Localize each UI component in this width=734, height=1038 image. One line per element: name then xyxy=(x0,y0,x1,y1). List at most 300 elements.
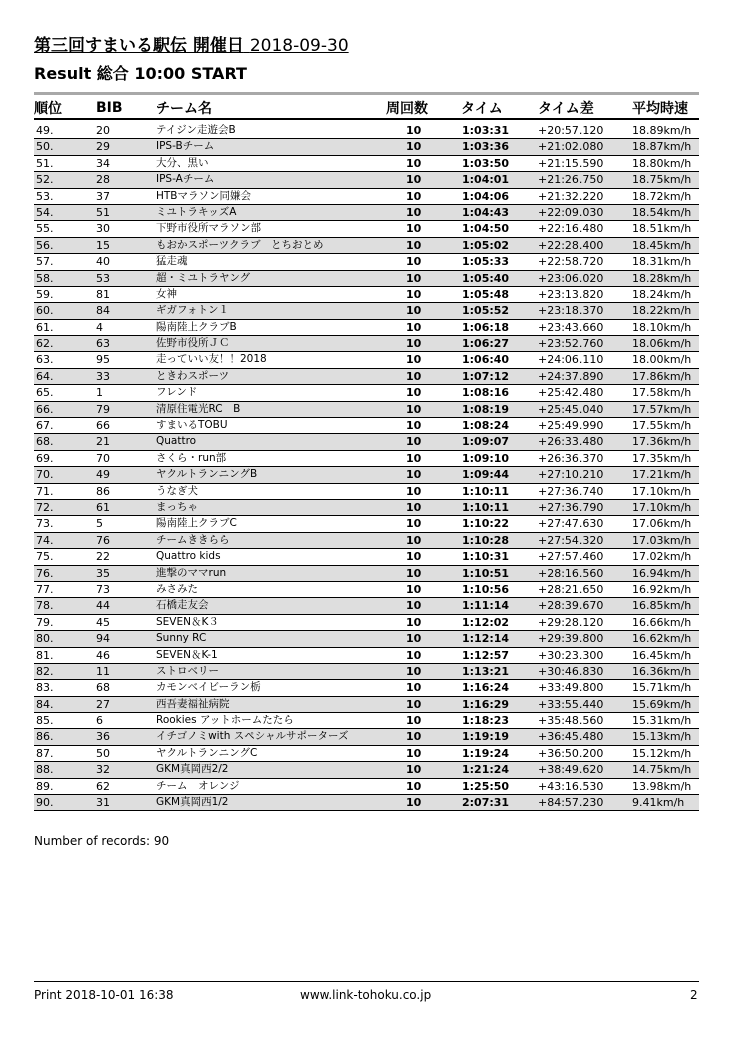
cell-team: HTBマラソン同嫌会 xyxy=(156,189,252,202)
cell-rank: 85. xyxy=(36,714,54,728)
cell-diff: +21:15.590 xyxy=(538,156,604,170)
cell-bib: 22 xyxy=(96,550,110,564)
cell-speed: 16.92km/h xyxy=(632,582,692,596)
cell-diff: +29:39.800 xyxy=(538,632,604,646)
col-team: チーム名 xyxy=(156,101,212,117)
cell-bib: 29 xyxy=(96,140,110,154)
cell-bib: 95 xyxy=(96,353,110,367)
cell-laps: 10 xyxy=(406,369,422,383)
cell-bib: 27 xyxy=(96,697,110,711)
cell-team: IPS-Aチーム xyxy=(156,173,215,186)
cell-diff: +33:49.800 xyxy=(538,681,604,695)
cell-diff: +24:37.890 xyxy=(538,369,604,383)
cell-rank: 69. xyxy=(36,451,54,465)
cell-diff: +84:57.230 xyxy=(538,796,604,810)
cell-laps: 10 xyxy=(406,402,422,416)
table-row xyxy=(34,254,699,270)
cell-rank: 74. xyxy=(36,533,54,547)
cell-speed: 18.45km/h xyxy=(632,238,692,252)
cell-time: 1:10:11 xyxy=(462,484,510,498)
cell-time: 1:25:50 xyxy=(462,779,510,793)
footer-rule xyxy=(34,981,699,982)
cell-time: 1:10:22 xyxy=(462,517,510,531)
event-date: 2018-09-30 xyxy=(249,36,349,56)
cell-bib: 4 xyxy=(96,320,103,334)
cell-diff: +38:49.620 xyxy=(538,763,604,777)
cell-rank: 70. xyxy=(36,468,54,482)
cell-diff: +25:49.990 xyxy=(538,419,604,433)
cell-time: 1:09:07 xyxy=(462,435,510,449)
cell-rank: 65. xyxy=(36,386,54,400)
cell-bib: 5 xyxy=(96,517,103,531)
cell-speed: 18.22km/h xyxy=(632,304,692,318)
cell-diff: +36:45.480 xyxy=(538,730,604,744)
cell-diff: +30:23.300 xyxy=(538,648,604,662)
cell-laps: 10 xyxy=(406,615,422,629)
cell-team: 猛走魂 xyxy=(156,255,188,268)
cell-laps: 10 xyxy=(406,550,422,564)
cell-time: 1:21:24 xyxy=(462,763,510,777)
cell-team: Rookies アットホームたたら xyxy=(156,714,294,727)
table-row xyxy=(34,533,699,549)
cell-time: 1:19:19 xyxy=(462,730,510,744)
cell-time: 1:13:21 xyxy=(462,664,510,678)
cell-speed: 18.24km/h xyxy=(632,287,692,301)
cell-team: ヤクルトランニングC xyxy=(156,746,258,759)
col-laps: 周回数 xyxy=(386,101,428,117)
cell-team: チームききらら xyxy=(156,533,230,546)
cell-time: 1:04:06 xyxy=(462,189,510,203)
cell-laps: 10 xyxy=(406,730,422,744)
cell-time: 1:10:56 xyxy=(462,582,510,596)
col-bib: BIB xyxy=(96,100,123,116)
cell-diff: +30:46.830 xyxy=(538,664,604,678)
cell-bib: 34 xyxy=(96,156,110,170)
cell-time: 1:09:44 xyxy=(462,468,510,482)
cell-rank: 75. xyxy=(36,550,54,564)
cell-time: 1:06:40 xyxy=(462,353,510,367)
table-row xyxy=(34,648,699,664)
cell-rank: 60. xyxy=(36,304,54,318)
event-title: 第三回すまいる駅伝 開催日 xyxy=(34,36,244,56)
table-row xyxy=(34,352,699,368)
table-row xyxy=(34,615,699,631)
cell-team: 西吾妻福祉病院 xyxy=(156,697,230,710)
cell-speed: 15.13km/h xyxy=(632,730,692,744)
cell-team: SEVEN＆K３ xyxy=(156,615,219,628)
cell-diff: +25:42.480 xyxy=(538,386,604,400)
table-row xyxy=(34,516,699,532)
cell-diff: +33:55.440 xyxy=(538,697,604,711)
cell-laps: 10 xyxy=(406,386,422,400)
table-row xyxy=(34,631,699,647)
table-row xyxy=(34,303,699,319)
cell-rank: 84. xyxy=(36,697,54,711)
cell-rank: 82. xyxy=(36,664,54,678)
cell-team: GKM真岡西2/2 xyxy=(156,763,229,776)
cell-diff: +27:36.790 xyxy=(538,500,604,514)
cell-rank: 67. xyxy=(36,419,54,433)
cell-laps: 10 xyxy=(406,451,422,465)
cell-diff: +22:16.480 xyxy=(538,222,604,236)
cell-time: 1:05:33 xyxy=(462,255,510,269)
table-row xyxy=(34,598,699,614)
cell-laps: 10 xyxy=(406,566,422,580)
cell-laps: 10 xyxy=(406,156,422,170)
cell-rank: 76. xyxy=(36,566,54,580)
cell-rank: 78. xyxy=(36,599,54,613)
cell-diff: +23:43.660 xyxy=(538,320,604,334)
table-row xyxy=(34,205,699,221)
record-count: Number of records: 90 xyxy=(34,834,170,848)
cell-bib: 37 xyxy=(96,189,110,203)
table-row xyxy=(34,664,699,680)
cell-diff: +36:50.200 xyxy=(538,746,604,760)
cell-time: 1:12:14 xyxy=(462,632,510,646)
cell-bib: 51 xyxy=(96,205,110,219)
cell-speed: 18.10km/h xyxy=(632,320,692,334)
table-row xyxy=(34,221,699,237)
page-title xyxy=(34,36,349,56)
table-row xyxy=(34,172,699,188)
table-row xyxy=(34,549,699,565)
cell-bib: 33 xyxy=(96,369,110,383)
cell-laps: 10 xyxy=(406,205,422,219)
cell-laps: 10 xyxy=(406,271,422,285)
table-row xyxy=(34,402,699,418)
cell-team: イチゴノミwith スペシャルサポーターズ xyxy=(156,730,349,743)
cell-time: 1:09:10 xyxy=(462,451,510,465)
cell-time: 1:05:40 xyxy=(462,271,510,285)
cell-bib: 45 xyxy=(96,615,110,629)
cell-rank: 54. xyxy=(36,205,54,219)
cell-speed: 17.21km/h xyxy=(632,468,692,482)
cell-laps: 10 xyxy=(406,681,422,695)
cell-laps: 10 xyxy=(406,304,422,318)
cell-bib: 31 xyxy=(96,796,110,810)
cell-diff: +28:39.670 xyxy=(538,599,604,613)
cell-time: 2:07:31 xyxy=(462,796,510,810)
cell-laps: 10 xyxy=(406,435,422,449)
cell-speed: 15.31km/h xyxy=(632,714,692,728)
cell-time: 1:12:02 xyxy=(462,615,510,629)
col-speed: 平均時速 xyxy=(632,101,688,117)
cell-team: テイジン走遊会B xyxy=(156,124,236,136)
cell-laps: 10 xyxy=(406,419,422,433)
cell-team: Quattro kids xyxy=(156,550,221,563)
print-timestamp: Print 2018-10-01 16:38 xyxy=(34,988,174,1002)
table-row xyxy=(34,746,699,762)
cell-bib: 11 xyxy=(96,664,110,678)
cell-diff: +23:52.760 xyxy=(538,337,604,351)
cell-speed: 15.69km/h xyxy=(632,697,692,711)
cell-team: IPS-Bチーム xyxy=(156,140,215,153)
cell-rank: 61. xyxy=(36,320,54,334)
cell-laps: 10 xyxy=(406,337,422,351)
cell-laps: 10 xyxy=(406,763,422,777)
cell-bib: 15 xyxy=(96,238,110,252)
cell-rank: 62. xyxy=(36,337,54,351)
cell-bib: 53 xyxy=(96,271,110,285)
cell-team: 陽南陸上クラブB xyxy=(156,320,237,333)
cell-team: フレンド xyxy=(156,386,198,399)
cell-laps: 10 xyxy=(406,697,422,711)
cell-laps: 10 xyxy=(406,353,422,367)
cell-rank: 81. xyxy=(36,648,54,662)
cell-rank: 55. xyxy=(36,222,54,236)
cell-time: 1:03:36 xyxy=(462,140,510,154)
table-row xyxy=(34,451,699,467)
cell-speed: 18.72km/h xyxy=(632,189,692,203)
cell-team: みさみた xyxy=(156,582,198,595)
cell-time: 1:04:01 xyxy=(462,173,510,187)
cell-diff: +23:06.020 xyxy=(538,271,604,285)
cell-bib: 6 xyxy=(96,714,103,728)
cell-time: 1:10:11 xyxy=(462,500,510,514)
cell-laps: 10 xyxy=(406,746,422,760)
cell-rank: 80. xyxy=(36,632,54,646)
cell-diff: +21:02.080 xyxy=(538,140,604,154)
cell-time: 1:08:19 xyxy=(462,402,510,416)
cell-rank: 77. xyxy=(36,582,54,596)
cell-diff: +20:57.120 xyxy=(538,124,604,137)
table-row xyxy=(34,189,699,205)
cell-speed: 18.75km/h xyxy=(632,173,692,187)
table-row xyxy=(34,566,699,582)
cell-diff: +25:45.040 xyxy=(538,402,604,416)
cell-diff: +27:57.460 xyxy=(538,550,604,564)
cell-diff: +43:16.530 xyxy=(538,779,604,793)
cell-speed: 17.55km/h xyxy=(632,419,692,433)
cell-bib: 86 xyxy=(96,484,110,498)
cell-team: さくら・run部 xyxy=(156,451,227,464)
cell-team: 佐野市役所ＪＣ xyxy=(156,337,230,350)
cell-speed: 18.00km/h xyxy=(632,353,692,367)
cell-speed: 16.94km/h xyxy=(632,566,692,580)
cell-speed: 18.87km/h xyxy=(632,140,692,154)
table-row xyxy=(34,434,699,450)
cell-bib: 30 xyxy=(96,222,110,236)
table-row xyxy=(34,779,699,795)
cell-bib: 70 xyxy=(96,451,110,465)
cell-team: ヤクルトランニングB xyxy=(156,468,258,481)
cell-diff: +22:28.400 xyxy=(538,238,604,252)
cell-laps: 10 xyxy=(406,714,422,728)
cell-diff: +26:36.370 xyxy=(538,451,604,465)
table-row xyxy=(34,713,699,729)
cell-team: 走っていい友！！2018 xyxy=(156,353,267,366)
cell-diff: +21:32.220 xyxy=(538,189,604,203)
cell-diff: +22:09.030 xyxy=(538,205,604,219)
cell-speed: 18.80km/h xyxy=(632,156,692,170)
cell-speed: 18.06km/h xyxy=(632,337,692,351)
cell-laps: 10 xyxy=(406,632,422,646)
cell-rank: 53. xyxy=(36,189,54,203)
cell-team: チーム オレンジ xyxy=(156,779,240,792)
cell-rank: 52. xyxy=(36,173,54,187)
cell-rank: 83. xyxy=(36,681,54,695)
cell-speed: 18.31km/h xyxy=(632,255,692,269)
cell-team: 超・ミユトラヤング xyxy=(156,271,251,284)
cell-speed: 15.12km/h xyxy=(632,746,692,760)
cell-bib: 73 xyxy=(96,582,110,596)
table-row xyxy=(34,582,699,598)
cell-rank: 56. xyxy=(36,238,54,252)
table-row xyxy=(34,287,699,303)
cell-time: 1:05:52 xyxy=(462,304,510,318)
cell-laps: 10 xyxy=(406,500,422,514)
cell-rank: 49. xyxy=(36,124,54,137)
cell-time: 1:18:23 xyxy=(462,714,510,728)
cell-speed: 13.98km/h xyxy=(632,779,692,793)
cell-rank: 90. xyxy=(36,796,54,810)
cell-laps: 10 xyxy=(406,222,422,236)
table-row xyxy=(34,762,699,778)
cell-diff: +29:28.120 xyxy=(538,615,604,629)
cell-laps: 10 xyxy=(406,779,422,793)
cell-team: ギガフォトン１ xyxy=(156,304,229,317)
cell-time: 1:05:48 xyxy=(462,287,510,301)
cell-diff: +27:47.630 xyxy=(538,517,604,531)
cell-speed: 9.41km/h xyxy=(632,796,685,810)
cell-rank: 71. xyxy=(36,484,54,498)
table-row xyxy=(34,336,699,352)
cell-laps: 10 xyxy=(406,320,422,334)
cell-rank: 64. xyxy=(36,369,54,383)
cell-team: ストロベリー xyxy=(156,664,219,677)
cell-time: 1:19:24 xyxy=(462,746,510,760)
table-header xyxy=(34,96,699,120)
cell-speed: 16.66km/h xyxy=(632,615,692,629)
cell-diff: +23:18.370 xyxy=(538,304,604,318)
page-number: 2 xyxy=(690,988,698,1002)
cell-time: 1:05:02 xyxy=(462,238,510,252)
col-rank: 順位 xyxy=(34,101,62,117)
cell-time: 1:03:31 xyxy=(462,124,510,137)
cell-time: 1:12:57 xyxy=(462,648,510,662)
cell-rank: 58. xyxy=(36,271,54,285)
cell-speed: 18.54km/h xyxy=(632,205,692,219)
cell-laps: 10 xyxy=(406,238,422,252)
cell-bib: 35 xyxy=(96,566,110,580)
cell-team: ミユトラキッズA xyxy=(156,205,237,218)
page-subtitle: Result 総合 10:00 START xyxy=(34,64,247,83)
cell-diff: +21:26.750 xyxy=(538,173,604,187)
table-row xyxy=(34,320,699,336)
cell-diff: +27:10.210 xyxy=(538,468,604,482)
cell-speed: 14.75km/h xyxy=(632,763,692,777)
cell-team: 大分、黒い xyxy=(156,156,209,169)
cell-laps: 10 xyxy=(406,189,422,203)
cell-laps: 10 xyxy=(406,648,422,662)
cell-laps: 10 xyxy=(406,124,422,137)
cell-team: うなぎ犬 xyxy=(156,484,198,497)
cell-bib: 49 xyxy=(96,468,110,482)
cell-speed: 17.10km/h xyxy=(632,500,692,514)
cell-team: Quattro xyxy=(156,435,197,448)
cell-team: GKM真岡西1/2 xyxy=(156,796,229,809)
cell-speed: 17.57km/h xyxy=(632,402,692,416)
cell-time: 1:08:16 xyxy=(462,386,510,400)
cell-laps: 10 xyxy=(406,255,422,269)
table-row xyxy=(34,418,699,434)
site-url: www.link-tohoku.co.jp xyxy=(300,988,432,1002)
cell-speed: 16.45km/h xyxy=(632,648,692,662)
cell-speed: 16.85km/h xyxy=(632,599,692,613)
cell-bib: 20 xyxy=(96,124,110,137)
cell-bib: 76 xyxy=(96,533,110,547)
cell-laps: 10 xyxy=(406,796,422,810)
cell-bib: 63 xyxy=(96,337,110,351)
cell-bib: 40 xyxy=(96,255,110,269)
cell-laps: 10 xyxy=(406,484,422,498)
cell-diff: +22:58.720 xyxy=(538,255,604,269)
cell-time: 1:16:24 xyxy=(462,681,510,695)
table-row xyxy=(34,500,699,516)
cell-bib: 44 xyxy=(96,599,110,613)
cell-speed: 18.51km/h xyxy=(632,222,692,236)
cell-team: Sunny RC xyxy=(156,632,207,645)
cell-team: 清原住電光RC B xyxy=(156,402,241,415)
cell-rank: 88. xyxy=(36,763,54,777)
cell-speed: 17.06km/h xyxy=(632,517,692,531)
table-row xyxy=(34,697,699,713)
cell-time: 1:06:27 xyxy=(462,337,510,351)
cell-bib: 36 xyxy=(96,730,110,744)
cell-bib: 94 xyxy=(96,632,110,646)
col-diff: タイム差 xyxy=(538,101,594,117)
table-row xyxy=(34,156,699,172)
cell-rank: 59. xyxy=(36,287,54,301)
cell-rank: 89. xyxy=(36,779,54,793)
table-row xyxy=(34,680,699,696)
cell-laps: 10 xyxy=(406,517,422,531)
cell-rank: 86. xyxy=(36,730,54,744)
cell-speed: 17.35km/h xyxy=(632,451,692,465)
cell-time: 1:03:50 xyxy=(462,156,510,170)
cell-diff: +23:13.820 xyxy=(538,287,604,301)
cell-rank: 51. xyxy=(36,156,54,170)
cell-bib: 46 xyxy=(96,648,110,662)
cell-speed: 15.71km/h xyxy=(632,681,692,695)
cell-speed: 17.02km/h xyxy=(632,550,692,564)
cell-rank: 72. xyxy=(36,500,54,514)
cell-time: 1:10:31 xyxy=(462,550,510,564)
cell-diff: +28:16.560 xyxy=(538,566,604,580)
table-row xyxy=(34,369,699,385)
table-row xyxy=(34,729,699,745)
cell-rank: 73. xyxy=(36,517,54,531)
cell-time: 1:08:24 xyxy=(462,419,510,433)
cell-time: 1:10:51 xyxy=(462,566,510,580)
header-rule xyxy=(34,92,699,95)
cell-team: カモンベイビーラン栃 xyxy=(156,681,261,694)
cell-team: 石橋走友会 xyxy=(156,599,209,612)
cell-speed: 17.58km/h xyxy=(632,386,692,400)
cell-diff: +28:21.650 xyxy=(538,582,604,596)
cell-rank: 63. xyxy=(36,353,54,367)
cell-speed: 17.03km/h xyxy=(632,533,692,547)
cell-rank: 87. xyxy=(36,746,54,760)
cell-team: SEVEN＆K-1 xyxy=(156,648,218,661)
cell-team: 進撃のママrun xyxy=(156,566,227,579)
cell-time: 1:16:29 xyxy=(462,697,510,711)
cell-speed: 16.62km/h xyxy=(632,632,692,646)
cell-rank: 68. xyxy=(36,435,54,449)
cell-time: 1:04:43 xyxy=(462,205,510,219)
results-table xyxy=(34,123,699,811)
cell-bib: 21 xyxy=(96,435,110,449)
